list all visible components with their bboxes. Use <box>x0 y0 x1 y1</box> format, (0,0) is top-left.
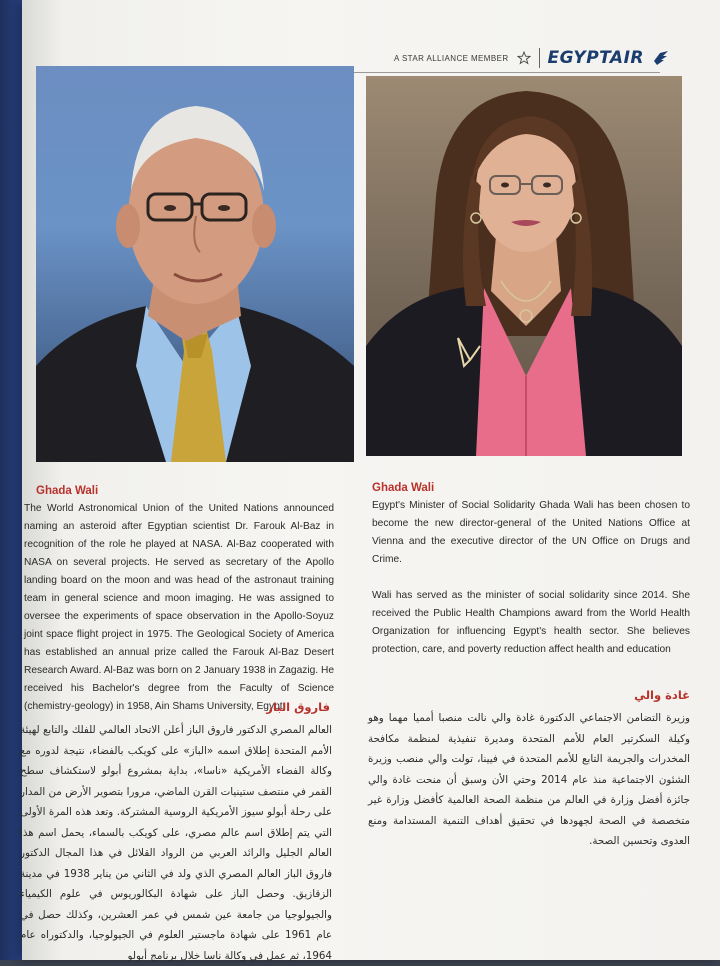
egyptair-logo-text: EGYPTAIR <box>547 48 644 68</box>
left-english-paragraph: The World Astronomical Union of the United Nations announced naming an asteroid after Egyptian scientist Dr. Farouk Al-Baz in recognition of the role he played at NASA. Al-Baz cooperated with NASA on several projects. He served as secretary of the Apollo landing board on the moon and was head of the astronaut training team in general science and moon imaging. He was assigned to oversee the experiments of space observation in the Apollo-Soyuz joint space flight project in 1975. The Geological Society of America has established an annual prize called the Farouk Al-Baz Desert Research Award. Al-Baz was born on 2 January 1938 in Zagazig. He received his Bachelor's degree from the Faculty of Science (chemistry-geology) in 1958, Ain Shams University, Egypt. <box>24 503 334 712</box>
star-alliance-icon <box>517 51 531 65</box>
header-separator <box>539 48 540 68</box>
left-english-body <box>24 500 334 716</box>
falcon-icon <box>652 49 670 67</box>
left-caption-name: Ghada Wali <box>36 485 99 497</box>
right-english-paragraph-2: Wali has served as the minister of social solidarity since 2014. She received the Public Health Champions award from the World Health Organization for influencing Egypt's health sector. She believes protection, care, and poverty reduction affect health and education <box>372 590 690 655</box>
right-arabic-title: غادة والي <box>634 688 690 702</box>
portrait-farouk-al-baz <box>36 66 354 462</box>
right-english-paragraph-1: Egypt's Minister of Social Solidarity Ghada Wali has been chosen to become the new director-general of the United Nations Office at Vienna and the executive director of the UN Office on Drugs and Crime. <box>372 500 690 565</box>
right-caption-name: Ghada Wali <box>372 482 435 494</box>
page-header <box>370 44 670 72</box>
right-arabic-paragraph: وزيرة التضامن الاجتماعي الدكتورة غادة والي نالت منصبا أمميا مهما وهو وكيلة السكرتير العام للأمم المتحدة ومديرة تنفيذية لمنظمة مكافحة المخدرات والجريمة التابع للأمم المتحدة في فيينا، تولت والي منصب وزيرة الشئون الاجتماعية منذ عام 2014 وحتي الأن وسبق أن منحت غادة والي جائزة أفضل وزارة في العالم من منظمة الصحة العالمية كأفضل وزارة غير متخصصة في الصحة لجهودها في تحقيق أهداف التنمية المستدامة ومنع العدوى وتحسين الصحة. <box>368 712 690 847</box>
portrait-ghada-wali <box>366 76 682 456</box>
left-arabic-body <box>20 720 332 966</box>
left-arabic-paragraph: العالم المصري الدكتور فاروق الباز أعلن الاتحاد العالمي للفلك والتابع لهيئة الأمم المتحدة إطلاق اسمه «الباز» على كويكب بالفضاء، نتيجة لدوره مع وكالة الفضاء الأمريكية «ناسا»، بداية بمشروع أبولو لاستكشاف سطح القمر في منتصف ستينيات القرن الماضي، مرورا بتصوير الأرض من المدار على رحلة أبولو سيوز الأمريكية الروسية المشتركة. وتعد هذه المرة الأولى التي يتم إطلاق اسم عالم مصري، على كويكب بالسماء، يحمل اسم هذا العالم الجليل والرائد العربي من الرواد القلائل في هذا المجال الدكتور فاروق الباز العالم المصري الذي ولد في الثاني من يناير 1938 في مدينة الزقازيق. وحصل الباز على شهادة البكالوريوس في علوم الكيمياء والجيولوجيا من جامعة عين شمس في عمر العشرين، وكذلك حصل في عام 1961 على شهادة ماجستير العلوم في الجيولوجيا، والدكتوراه عام 1964، ثم عمل في وكالة ناسا خلال برنامج أبولو <box>20 724 332 962</box>
right-arabic-body <box>368 708 690 852</box>
right-english-body <box>372 497 690 659</box>
alliance-label: A STAR ALLIANCE MEMBER <box>394 53 509 63</box>
left-arabic-title: فاروق الباز <box>266 700 330 714</box>
